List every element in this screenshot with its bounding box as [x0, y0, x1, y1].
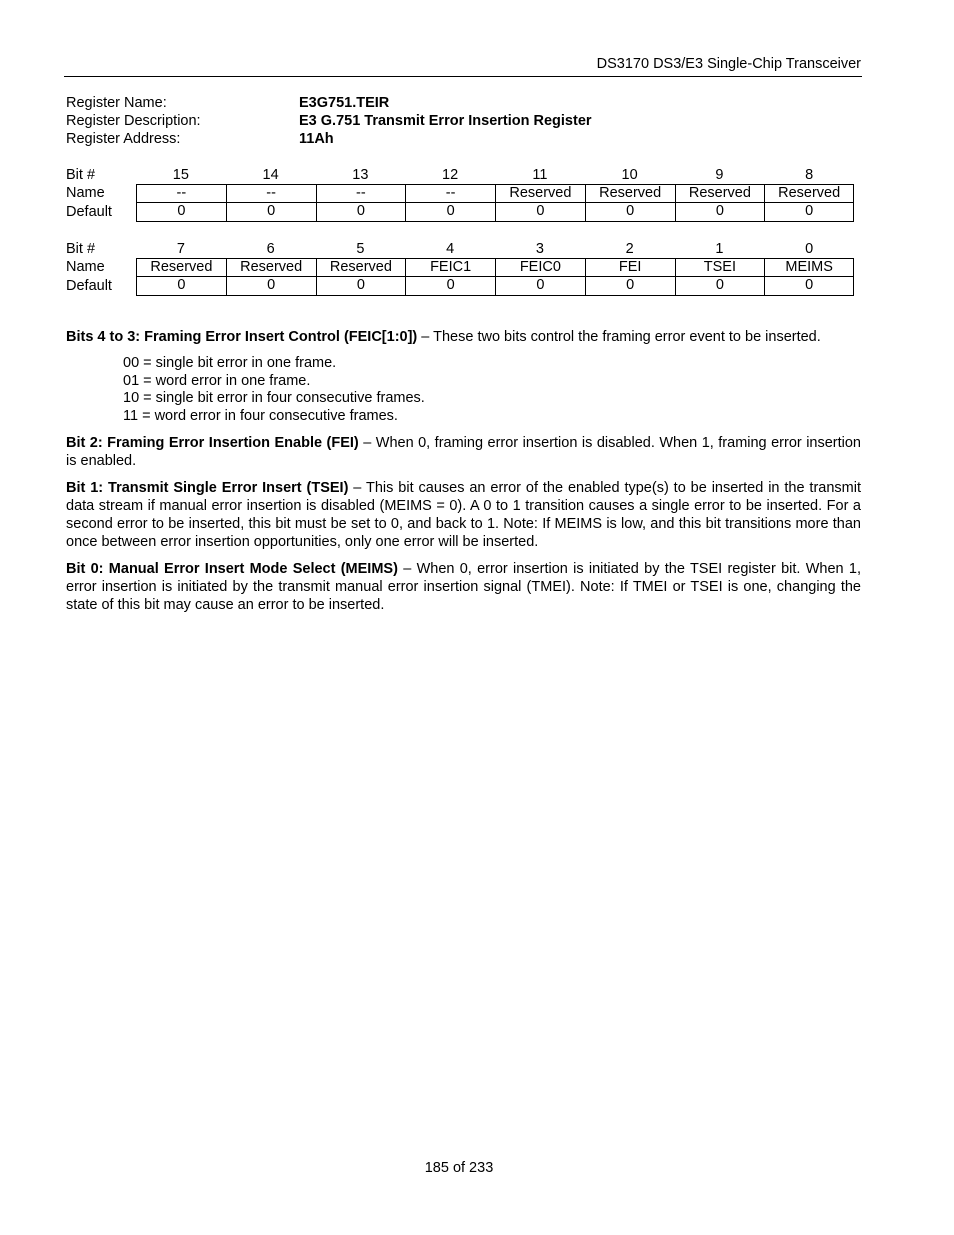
bit-name-row [66, 184, 856, 203]
tsei-title: Bit 1: Transmit Single Error Insert (TSEI) [66, 480, 349, 496]
bit-name-label: Name [66, 185, 105, 201]
bit-default-cell: 0 [675, 277, 765, 296]
bit-number: 5 [356, 241, 365, 257]
bit-number-label: Bit # [66, 167, 96, 183]
bit-default-cell: 0 [316, 277, 406, 296]
bit-name-cell: Reserved [675, 184, 765, 203]
bit-name-cell: FEIC0 [495, 258, 585, 277]
bit-name-cell: -- [316, 184, 406, 203]
bit-number-row [66, 166, 856, 184]
meims-description [66, 560, 861, 614]
register-name-value: E3G751.TEIR [299, 95, 390, 111]
bit-name-cell: Reserved [764, 184, 854, 203]
bit-default-cell: 0 [136, 203, 226, 222]
bit-number: 7 [176, 241, 185, 257]
bit-name-cell: Reserved [495, 184, 585, 203]
bit-table-high [66, 166, 856, 221]
tsei-text: – This bit causes an error of the enabled type(s) to be inserted in the transmit data stream if manual error insertion is disabled (MEIMS = 0). A 0 to 1 transition causes a single error to be inserted. For a second error to be inserted, this bit must be set to 0, and back to 1. Note: If MEIMS is low, and this bit transitions more than once between error insertion opportunities, only one error will be inserted. [66, 480, 861, 550]
tsei-description [66, 479, 861, 551]
feic-text: – These two bits control the framing error event to be inserted. [417, 329, 821, 345]
bit-number: 6 [266, 241, 275, 257]
bit-number: 4 [446, 241, 455, 257]
bit-number: 13 [352, 167, 369, 183]
register-address-label: Register Address: [66, 131, 181, 147]
register-name-label: Register Name: [66, 95, 167, 111]
bit-name-cell: -- [405, 184, 495, 203]
bit-default-cell: 0 [585, 277, 675, 296]
feic-title: Bits 4 to 3: Framing Error Insert Control (FEIC[1:0]) [66, 329, 418, 345]
bit-name-cell: Reserved [226, 258, 316, 277]
bit-descriptions [66, 328, 861, 623]
bit-number-row [66, 240, 856, 258]
bit-default-label: Default [66, 278, 112, 294]
feic-description [66, 328, 861, 346]
bit-number: 3 [535, 241, 544, 257]
fei-title: Bit 2: Framing Error Insertion Enable (FEI) [66, 435, 359, 451]
document-header-title: DS3170 DS3/E3 Single-Chip Transceiver [596, 56, 861, 72]
bit-default-cell: 0 [226, 203, 316, 222]
bit-name-cell: FEIC1 [405, 258, 495, 277]
bit-default-cell: 0 [495, 277, 585, 296]
fei-description [66, 434, 861, 470]
bit-name-row [66, 258, 856, 277]
meims-title: Bit 0: Manual Error Insert Mode Select (MEIMS) [66, 561, 398, 577]
bit-name-cell: Reserved [316, 258, 406, 277]
bit-default-cell: 0 [136, 277, 226, 296]
bit-default-row [66, 277, 856, 295]
bit-default-cell: 0 [495, 203, 585, 222]
header-divider [64, 76, 862, 77]
register-description-value: E3 G.751 Transmit Error Insertion Register [299, 113, 592, 129]
feic-option: 10 = single bit error in four consecutive frames. [123, 390, 425, 406]
bit-number: 8 [805, 167, 814, 183]
register-description-label: Register Description: [66, 113, 201, 129]
bit-number: 2 [625, 241, 634, 257]
bit-name-cell: MEIMS [764, 258, 854, 277]
bit-default-label: Default [66, 204, 112, 220]
feic-options-list [123, 355, 861, 425]
bit-name-cell: Reserved [136, 258, 226, 277]
feic-option: 01 = word error in one frame. [123, 372, 311, 389]
bit-default-cell: 0 [764, 203, 854, 222]
bit-default-row [66, 203, 856, 221]
feic-option: 11 = word error in four consecutive frames. [123, 407, 398, 424]
meims-text: – When 0, error insertion is initiated by the TSEI register bit. When 1, error insertion is initiated by the transmit manual error insertion signal (TMEI). Note: If TMEI or TSEI is one, changing the state of this bit may cause an error to be inserted. [66, 561, 861, 613]
page-number: 185 of 233 [424, 1160, 494, 1176]
bit-name-cell: -- [226, 184, 316, 203]
bit-name-label: Name [66, 259, 105, 275]
fei-text: – When 0, framing error insertion is disabled. When 1, framing error insertion is enabled. [66, 435, 861, 469]
register-address-value: 11Ah [299, 131, 334, 147]
bit-number: 11 [532, 167, 548, 183]
bit-number: 0 [805, 241, 814, 257]
bit-name-cell: Reserved [585, 184, 675, 203]
bit-number: 10 [621, 167, 638, 183]
bit-number: 14 [262, 167, 279, 183]
bit-name-cell: FEI [585, 258, 675, 277]
bit-default-cell: 0 [405, 277, 495, 296]
bit-table-low [66, 240, 856, 295]
bit-default-cell: 0 [585, 203, 675, 222]
bit-default-cell: 0 [316, 203, 406, 222]
bit-number: 1 [715, 241, 724, 257]
bit-number: 12 [442, 167, 459, 183]
bit-name-cell: -- [136, 184, 226, 203]
bit-number: 15 [172, 167, 189, 183]
bit-name-cell: TSEI [675, 258, 765, 277]
bit-number: 9 [715, 167, 724, 183]
bit-default-cell: 0 [405, 203, 495, 222]
bit-default-cell: 0 [764, 277, 854, 296]
feic-option: 00 = single bit error in one frame. [123, 355, 337, 371]
bit-default-cell: 0 [226, 277, 316, 296]
bit-number-label: Bit # [66, 241, 96, 257]
bit-default-cell: 0 [675, 203, 765, 222]
